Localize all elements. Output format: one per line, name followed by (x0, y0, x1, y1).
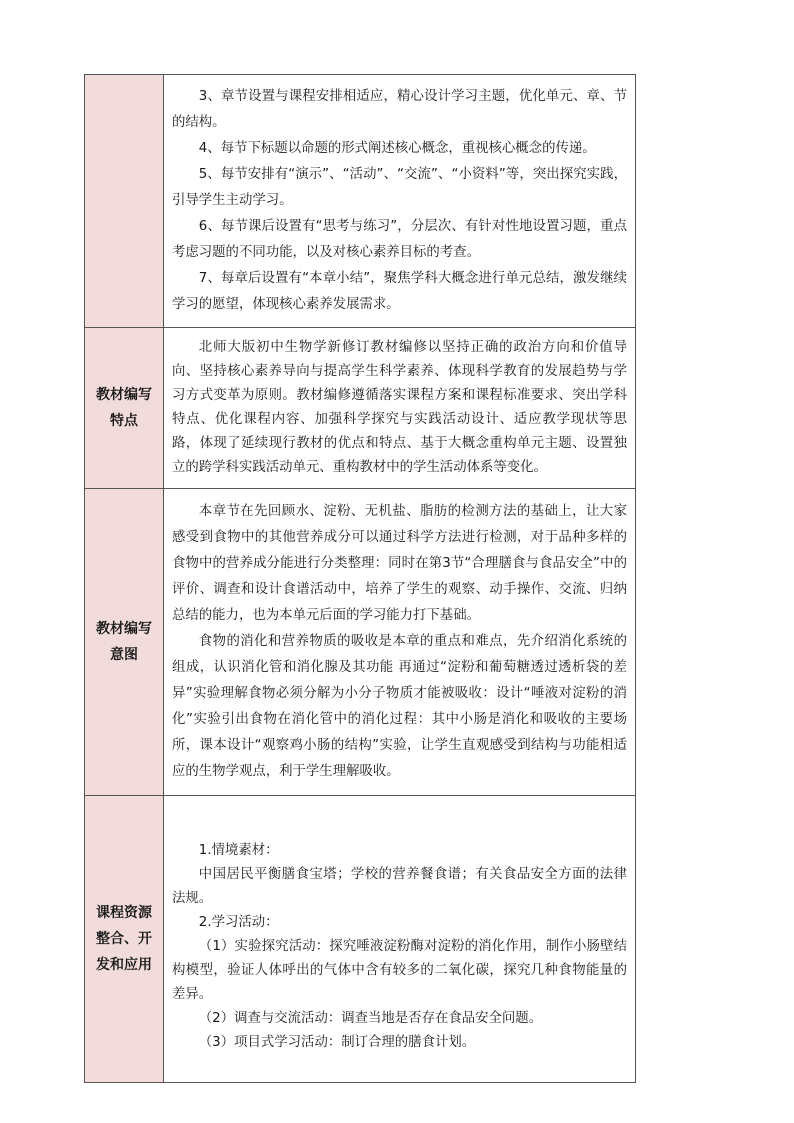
row-label-textbook-features: 教材编写特点 (85, 328, 164, 489)
paragraph: 7、每章后设置有“本章小结”，聚焦学科大概念进行单元总结，激发继续学习的愿望，体现核心素养发展需求。 (172, 271, 627, 312)
paragraph: 本章节在先回顾水、淀粉、无机盐、脂肪的检测方法的基础上，让大家感受到食物中的其他营养成分可以通过科学方法进行检测，对于品种多样的食物中的营养成分能进行分类整理：同时在第3节“合理膳食与食品安全”中的评价、调查和设计食谱活动中，培养了学生的观察、动手操作、交流、归纳总结的能力，也为本单元后面的学习能力打下基础。 (172, 504, 627, 623)
row-label-course-resources: 课程资源整合、开发和应用 (85, 796, 164, 1083)
lesson-plan-table (84, 74, 636, 1083)
table-row (85, 796, 636, 1083)
row-content (164, 328, 636, 489)
paragraph: 5、每节安排有“演示”、“活动”、“交流”、“小资料”等，突出探究实践，引导学生主动学习。 (172, 167, 627, 208)
row-content (164, 796, 636, 1083)
paragraph: 4、每节下标题以命题的形式阐述核心概念，重视核心概念的传递。 (198, 141, 596, 156)
table-row (85, 75, 636, 328)
paragraph: 6、每节课后设置有“思考与练习”，分层次、有针对性地设置习题，重点考虑习题的不同功能，以及对核心素养目标的考查。 (172, 219, 627, 260)
table-row (85, 489, 636, 796)
paragraph: 3、章节设置与课程安排相适应，精心设计学习主题，优化单元、章、节的结构。 (172, 89, 627, 130)
paragraph: 食物的消化和营养物质的吸收是本章的重点和难点，先介绍消化系统的组成，认识消化管和消化腺及其功能 再通过“淀粉和葡萄糖透过透析袋的差异”实验理解食物必须分解为小分子物质才能被吸收：设计“唾液对淀粉的消化”实验引出食物在消化管中的消化过程：其中小肠是消化和吸收的主要场所，课本设计“观察鸡小肠的结构”实验，让学生直观感受到结构与功能相适应的生物学观点，利于学生理解吸收。 (172, 634, 627, 779)
paragraph: 1.情境素材： (198, 843, 279, 858)
row-label (85, 75, 164, 328)
paragraph: 中国居民平衡膳食宝塔；学校的营养餐食谱；有关食品安全方面的法律法规。 (172, 867, 627, 906)
row-content (164, 75, 636, 328)
paragraph: 2.学习活动： (198, 915, 279, 930)
row-content (164, 489, 636, 796)
paragraph: （3）项目式学习活动：制订合理的膳食计划。 (198, 1035, 476, 1050)
table-row (85, 328, 636, 489)
paragraph: （2）调查与交流活动：调查当地是否存在食品安全问题。 (198, 1011, 543, 1026)
paragraph: 北师大版初中生物学新修订教材编修以坚持正确的政治方向和价值导向、坚持核心素养导向与提高学生科学素养、体现科学教育的发展趋势与学习方式变革为原则。教材编修遵循落实课程方案和课程标准要求、突出学科特点、优化课程内容、加强科学探究与实践活动设计、适应教学现状等思路，体现了延续现行教材的优点和特点、基于大概念重构单元主题、设置独立的跨学科实践活动单元、重构教材中的学生活动体系等变化。 (172, 340, 627, 475)
row-label-textbook-intent: 教材编写意图 (85, 489, 164, 796)
paragraph: （1）实验探究活动：探究唾液淀粉酶对淀粉的消化作用，制作小肠壁结构模型，验证人体呼出的气体中含有较多的二氧化碳，探究几种食物能量的差异。 (172, 939, 627, 1002)
